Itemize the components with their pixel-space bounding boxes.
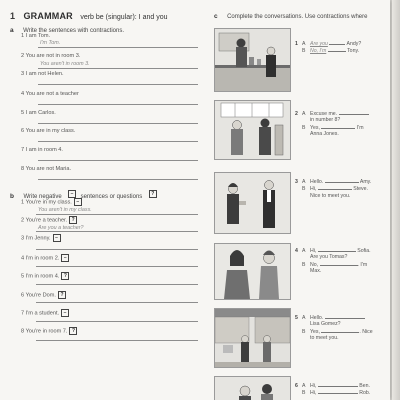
ex-b-item-6: 6 You're Dom. ? [21,291,66,299]
section-number: 1 [10,11,16,21]
question-symbol-icon: ? [149,190,157,198]
ex-b-item-7: 7 I'm a student. − [21,309,69,317]
ex-a-item-1: 1 I am Tom. [21,33,51,39]
blank-field[interactable] [339,110,369,115]
answer-line[interactable] [36,249,198,250]
ex-b-item-3: 3 I'm Jenny. − [21,234,61,242]
conversation-4: 4 A Hi, Sofia. Are you Tomas? B No, . I'm Max. [295,248,371,275]
answer-line[interactable] [36,340,198,341]
blank-field[interactable] [325,178,359,183]
illustration-5-street [214,308,291,368]
ex-a-item-5: 5 I am Carlos. [21,110,56,116]
question-symbol-icon: ? [58,291,66,299]
conversation-3: 3 A Hello. Amy. B Hi, Steve. Nice to meet you. [295,179,372,199]
illustration-4-greeting [214,243,291,300]
answer-line[interactable] [38,123,198,124]
answer-line[interactable] [38,104,198,105]
ex-a-item-6: 6 You are in my class. [21,128,76,134]
answer-line[interactable] [38,84,198,85]
exercise-a-label: a [10,27,14,34]
ex-b-item-8: 8 You're in room 7. ? [21,327,77,335]
negative-symbol-icon: − [53,234,61,242]
exercise-b-instruction-mid: sentences or questions [80,194,143,200]
conversation-5: 5 A Hello. Lisa Gomez? B Yes, . Nice to meet you. [295,315,373,342]
answer-line[interactable] [38,47,198,48]
blank-field[interactable] [318,247,356,252]
conversation-2: 2 A Excuse me. in number 8? B Yes, I'm Anna Jones. [295,110,387,138]
ex-b-item-2: 2 You're a teacher. ? [21,216,77,224]
exercise-a-instruction: Write the sentences with contractions. [23,28,125,34]
ex-b-item-4: 4 I'm in room 2. − [21,254,69,262]
illustration-1-cafe [214,28,291,92]
answer-line[interactable] [36,214,198,215]
blank-field[interactable] [321,124,355,129]
exercise-c-label: c [214,13,218,20]
answer-line[interactable] [38,68,198,69]
ex-b-item-5: 5 I'm in room 4. ? [21,272,69,280]
ex-b-item-1: 1 You're in my class. − [21,198,82,206]
grammar-topic: verb be (singular): I and you [80,14,168,21]
blank-field[interactable] [318,382,358,387]
answer-line[interactable] [36,302,198,303]
negative-symbol-icon: − [61,254,69,262]
blank-field[interactable] [325,314,365,319]
ex-b-answer-2: Are you a teacher? [38,225,84,231]
answer-line[interactable] [36,321,198,322]
answer-line[interactable] [36,231,198,232]
illustration-3-office [214,172,291,234]
next-page-edge [392,0,400,400]
show-through-texture [110,356,200,361]
question-symbol-icon: ? [69,327,77,335]
ex-a-answer-2: You aren't in room 3. [40,61,90,67]
question-symbol-icon: ? [69,216,77,224]
negative-symbol-icon: − [74,198,82,206]
blank-field[interactable] [328,47,346,52]
blank-field[interactable] [320,261,358,266]
illustration-2-door [214,100,291,160]
blank-field[interactable] [318,389,358,394]
answer-line[interactable] [38,179,198,180]
blank-field[interactable] [321,328,359,333]
answer-line[interactable] [38,141,198,142]
ex-a-item-4: 4 You are not a teacher [21,91,79,97]
answer-line[interactable] [36,266,198,267]
illustration-6 [214,376,291,400]
exercise-b-label: b [10,193,14,200]
conversation-6: 6 A Hi, Ben. B Hi, Rob. [295,383,371,397]
ex-a-answer-1: I'm Tom. [40,40,61,46]
conversation-1: 1 A Are you Andy? B No, I'm Tony. [295,41,362,55]
exercise-b-instruction: Write negative [23,194,62,200]
ex-a-item-3: 3 I am not Helen. [21,71,64,77]
ex-b-answer-1: You aren't in my class. [38,207,92,213]
ex-a-item-8: 8 You are not Maria. [21,166,72,172]
ex-a-item-7: 7 I am in room 4. [21,147,63,153]
grammar-label: GRAMMAR [23,11,73,21]
negative-symbol-icon: − [68,190,76,198]
blank-field[interactable] [318,185,352,190]
question-symbol-icon: ? [61,272,69,280]
ex-a-item-2: 2 You are not in room 3. [21,53,81,59]
answer-line[interactable] [38,160,198,161]
answer-line[interactable] [36,284,198,285]
negative-symbol-icon: − [61,309,69,317]
blank-field[interactable] [329,40,345,45]
exercise-c-instruction: Complete the conversations. Use contractions where [227,14,368,20]
